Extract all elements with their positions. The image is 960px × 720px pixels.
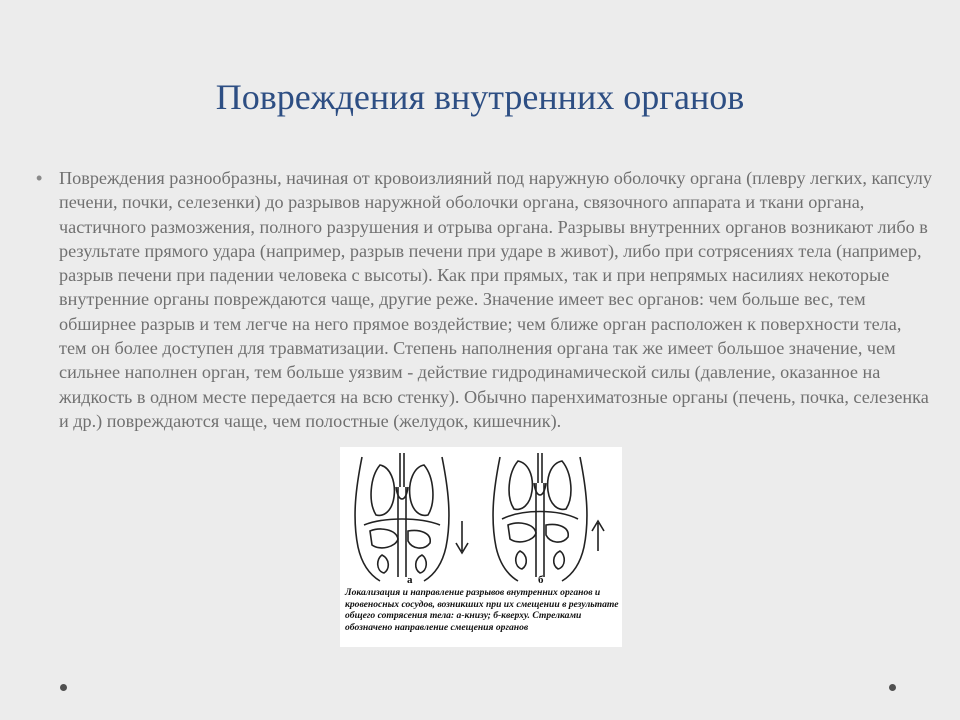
bullet-item <box>36 166 932 433</box>
figure-label-a: а <box>407 574 413 586</box>
bullet-symbol: • <box>36 168 43 188</box>
anatomy-figure <box>340 447 622 647</box>
figure-caption: Локализация и направление разрывов внутренних органов и кровеносных сосудов, возникших при их смещении в результате общего сотрясения тела: а-книзу; б-кверху. Стрелками обозначено направление смещения органов <box>345 587 619 634</box>
anatomy-diagram-image <box>340 447 622 587</box>
decorative-dot-left <box>60 684 67 691</box>
decorative-dot-right <box>889 684 896 691</box>
slide-title: Повреждения внутренних органов <box>215 77 745 117</box>
bullet-text: Повреждения разнообразны, начиная от кровоизлияний под наружную оболочку органа (плевру легких, капсулу печени, почки, селезенки) до разрывов наружной оболочки органа, связочного аппарата и ткани органа, частичного размозжения, полного разрушения и отрыва органа. Разрывы внутренних органов возникают либо в результате прямого удара (например, разрыв печени при ударе в живот), либо при сотрясениях тела (например, разрыв печени при падении человека с высоты). Как при прямых, так и при непрямых насилиях некоторые внутренние органы повреждаются чаще, другие реже. Значение имеет вес органов: чем больше вес, тем обширнее разрыв и тем легче на него прямое воздействие; чем ближе орган расположен к поверхности тела, тем он более доступен для травматизации. Степень наполнения органа так же имеет большое значение, чем сильнее наполнен орган, тем больше уязвим - действие гидродинамической силы (давление, оказанное на жидкость в одном месте передается на всю стенку). Обычно паренхиматозные органы (печень, почка, селезенка и др.) повреждаются чаще, чем полостные (желудок, кишечник). <box>59 168 932 431</box>
figure-label-b: б <box>538 574 544 586</box>
